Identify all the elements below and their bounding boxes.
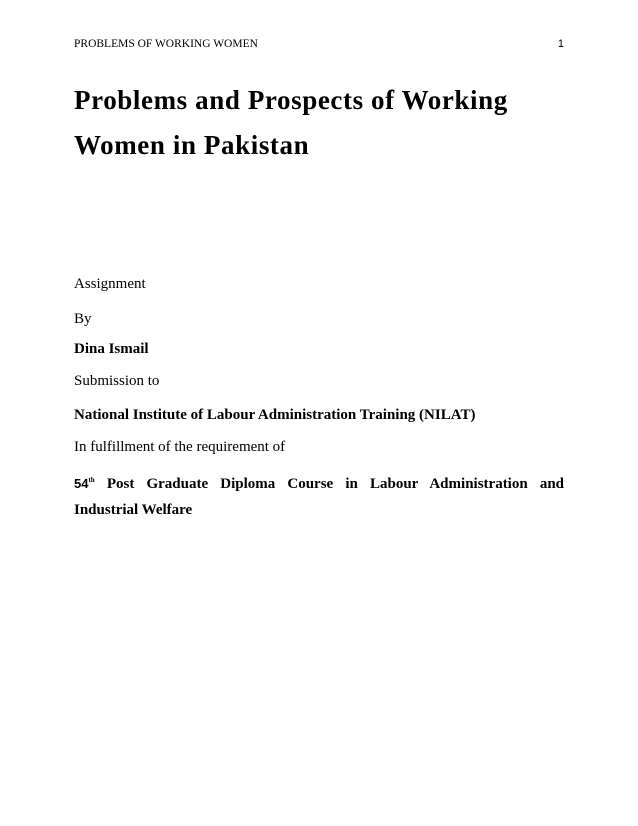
course-number: 54 xyxy=(74,476,89,491)
by-label: By xyxy=(74,311,92,327)
course-name-line-1 xyxy=(74,471,564,497)
running-header-title: PROBLEMS OF WORKING WOMEN xyxy=(74,38,258,50)
assignment-label: Assignment xyxy=(74,276,146,292)
document-title-line-1: Problems and Prospects of Working xyxy=(74,85,508,115)
fulfillment-label: In fulfillment of the requirement of xyxy=(74,439,286,455)
course-name xyxy=(74,471,564,523)
author-name: Dina Ismail xyxy=(74,341,149,357)
document-title xyxy=(74,78,564,168)
page-number: 1 xyxy=(557,38,564,50)
course-name-line-1-text: Post Graduate Diploma Course in Labour Administration and xyxy=(106,476,565,492)
submission-label: Submission to xyxy=(74,373,160,389)
course-name-line-2: Industrial Welfare xyxy=(74,502,193,518)
document-title-line-2: Women in Pakistan xyxy=(74,130,310,160)
institute-name: National Institute of Labour Administration Training (NILAT) xyxy=(74,407,476,423)
course-ordinal-suffix: th xyxy=(88,476,95,484)
page-header xyxy=(74,38,564,54)
